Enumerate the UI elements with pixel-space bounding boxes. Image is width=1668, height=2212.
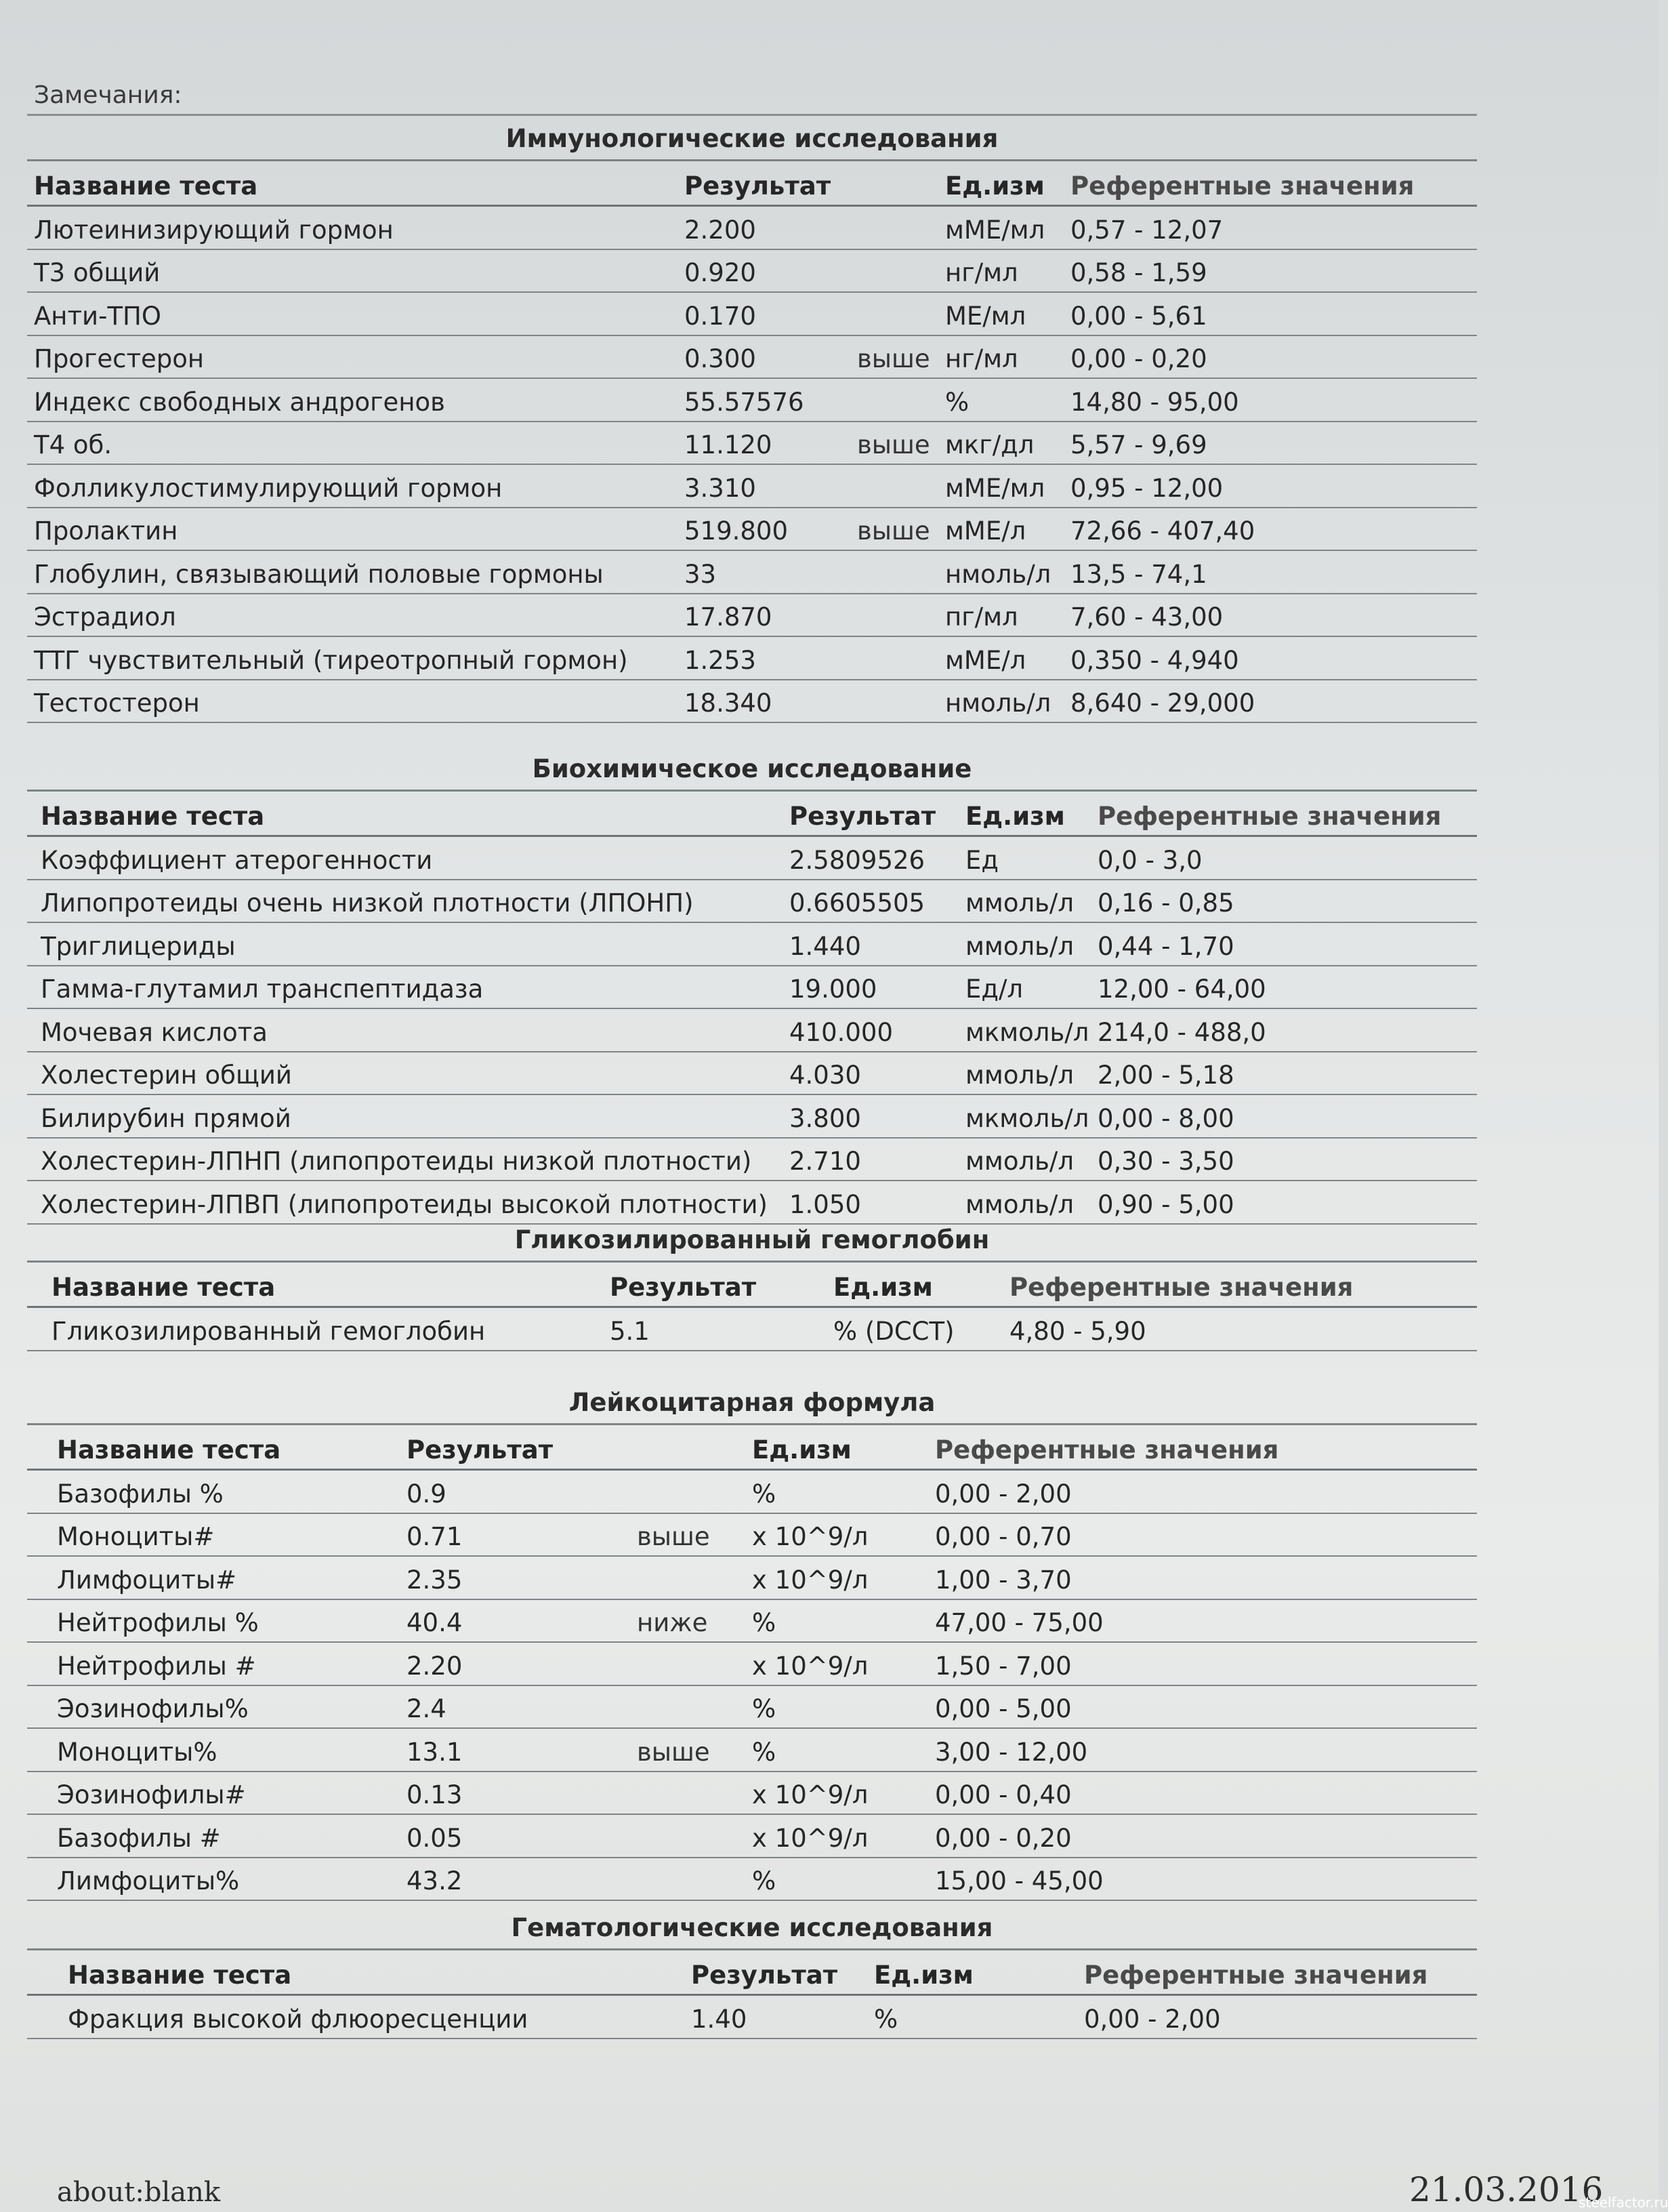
test-flag: выше [857, 516, 930, 546]
table-row [27, 465, 1477, 508]
column-header-name: Название теста [41, 802, 265, 831]
test-result: 19.000 [789, 975, 877, 1004]
test-reference: 0,00 - 2,00 [1084, 2004, 1221, 2034]
column-header-name: Название теста [34, 171, 258, 201]
test-result: 0.05 [406, 1823, 463, 1853]
test-result: 43.2 [406, 1866, 463, 1896]
column-header-ref: Референтные значения [1084, 1961, 1428, 1990]
column-header-unit: Ед.изм [752, 1435, 852, 1465]
test-result: 1.40 [691, 2004, 747, 2034]
test-result: 2.710 [789, 1147, 861, 1176]
test-name: Гамма-глутамил транспептидаза [41, 975, 484, 1004]
test-name: Глобулин, связывающий половые гормоны [34, 559, 604, 589]
watermark: steelfactor.ru [1579, 2194, 1668, 2211]
test-name: Анти-ТПО [34, 301, 161, 331]
test-reference: 15,00 - 45,00 [935, 1866, 1104, 1896]
test-name: Фракция высокой флюоресценции [68, 2004, 528, 2034]
section-title-text: Гликозилированный гемоглобин [514, 1225, 990, 1254]
table-row [27, 1557, 1477, 1600]
column-header-ref: Референтные значения [1098, 802, 1442, 831]
table-row [27, 422, 1477, 466]
table-row [27, 680, 1477, 724]
test-name: Пролактин [34, 516, 178, 546]
test-result: 519.800 [684, 516, 789, 546]
table-header-row [27, 1950, 1477, 1996]
test-reference: 0,57 - 12,07 [1070, 215, 1224, 245]
test-unit: % [874, 2004, 898, 2034]
test-reference: 47,00 - 75,00 [935, 1608, 1104, 1637]
test-name: Моноциты% [57, 1737, 217, 1767]
test-reference: 0,0 - 3,0 [1098, 845, 1203, 875]
test-name: Т3 общий [34, 258, 161, 287]
test-reference: 0,58 - 1,59 [1070, 258, 1207, 287]
table-row [27, 508, 1477, 552]
test-flag: выше [857, 430, 930, 459]
test-result: 1.050 [789, 1189, 861, 1219]
test-reference: 4,80 - 5,90 [1009, 1316, 1146, 1346]
test-unit: мМЕ/л [945, 645, 1026, 675]
test-name: Лютеинизирующий гормон [34, 215, 394, 245]
test-reference: 0,00 - 0,20 [935, 1823, 1072, 1853]
test-unit: мкмоль/л [965, 1017, 1089, 1047]
test-result: 2.20 [406, 1651, 463, 1681]
test-name: Лимфоциты% [57, 1866, 240, 1896]
column-header-name: Название теста [51, 1273, 276, 1302]
test-unit: мкмоль/л [965, 1103, 1089, 1133]
test-reference: 14,80 - 95,00 [1070, 387, 1239, 417]
column-header-unit: Ед.изм [833, 1273, 933, 1302]
test-reference: 0,95 - 12,00 [1070, 473, 1224, 503]
test-result: 2.5809526 [789, 845, 925, 875]
test-unit: x 10^9/л [752, 1780, 869, 1809]
footer-date: 21.03.2016 [1409, 2170, 1604, 2209]
test-name: Нейтрофилы % [57, 1608, 259, 1637]
column-header-ref: Референтные значения [935, 1435, 1279, 1465]
test-unit: % [752, 1737, 776, 1767]
column-header-result: Результат [789, 802, 936, 831]
test-unit: мМЕ/л [945, 516, 1026, 546]
table-row [27, 336, 1477, 380]
table-header-row [27, 1425, 1477, 1471]
test-name: Мочевая кислота [41, 1017, 268, 1047]
column-header-unit: Ед.изм [965, 802, 1065, 831]
section [27, 119, 1477, 723]
column-header-unit: Ед.изм [874, 1961, 974, 1990]
test-name: Липопротеиды очень низкой плотности (ЛПОНП) [41, 888, 694, 918]
test-name: Эстрадиол [34, 602, 176, 632]
test-result: 0.9 [406, 1479, 446, 1509]
test-name: Коэффициент атерогенности [41, 845, 433, 875]
table-row [27, 1052, 1477, 1096]
test-result: 2.35 [406, 1565, 463, 1595]
test-reference: 0,00 - 8,00 [1098, 1103, 1234, 1133]
table-row [27, 1514, 1477, 1557]
section-title-text: Биохимическое исследование [532, 754, 972, 783]
test-reference: 1,50 - 7,00 [935, 1651, 1072, 1681]
table-row [27, 1139, 1477, 1182]
test-name: Эозинофилы# [57, 1780, 246, 1809]
test-name: Прогестерон [34, 344, 205, 373]
column-header-unit: Ед.изм [945, 171, 1045, 201]
test-result: 18.340 [684, 689, 772, 718]
test-result: 0.71 [406, 1522, 463, 1551]
table-row [27, 966, 1477, 1010]
test-name: Базофилы % [57, 1479, 224, 1509]
test-unit: пг/мл [945, 602, 1018, 632]
test-reference: 0,16 - 0,85 [1098, 888, 1234, 918]
section-title-text: Иммунологические исследования [505, 124, 999, 153]
test-reference: 0,44 - 1,70 [1098, 931, 1234, 961]
section-title [27, 1908, 1477, 1950]
test-result: 0.920 [684, 258, 756, 287]
test-reference: 0,00 - 5,61 [1070, 301, 1207, 331]
test-reference: 0,30 - 3,50 [1098, 1147, 1234, 1176]
table-row [27, 837, 1477, 880]
section-title [27, 119, 1477, 161]
section-title-text: Лейкоцитарная формула [568, 1388, 936, 1417]
table-row [27, 923, 1477, 966]
column-header-result: Результат [406, 1435, 554, 1465]
test-unit: % [752, 1479, 776, 1509]
table-row [27, 1643, 1477, 1686]
table-row [27, 880, 1477, 924]
test-unit: ммоль/л [965, 1061, 1075, 1090]
test-reference: 214,0 - 488,0 [1098, 1017, 1266, 1047]
test-result: 410.000 [789, 1017, 894, 1047]
test-name: Тестостерон [34, 689, 200, 718]
test-name: Билирубин прямой [41, 1103, 291, 1133]
column-header-name: Название теста [68, 1961, 292, 1990]
test-result: 1.440 [789, 931, 861, 961]
test-result: 3.310 [684, 473, 756, 503]
test-name: Гликозилированный гемоглобин [51, 1316, 486, 1346]
test-unit: ммоль/л [965, 1147, 1075, 1176]
section-title [27, 1220, 1477, 1263]
table-row [27, 1308, 1477, 1351]
table-row [27, 1815, 1477, 1858]
section [27, 1220, 1477, 1351]
test-result: 2.200 [684, 215, 756, 245]
test-flag: ниже [637, 1608, 708, 1637]
section [27, 749, 1477, 1225]
column-header-result: Результат [610, 1273, 757, 1302]
test-unit: % [752, 1866, 776, 1896]
test-unit: ммоль/л [965, 1189, 1075, 1219]
test-unit: МЕ/мл [945, 301, 1026, 331]
table-row [27, 1686, 1477, 1729]
test-flag: выше [637, 1522, 710, 1551]
footer-url: about:blank [57, 2177, 221, 2208]
section [27, 1908, 1477, 2039]
section-title-text: Гематологические исследования [511, 1913, 993, 1942]
test-reference: 0,00 - 5,00 [935, 1694, 1072, 1723]
test-reference: 0,00 - 2,00 [935, 1479, 1072, 1509]
test-unit: мМЕ/мл [945, 215, 1045, 245]
test-result: 0.13 [406, 1780, 463, 1809]
test-unit: Ед/л [965, 975, 1024, 1004]
test-result: 1.253 [684, 645, 756, 675]
remarks-label: Замечания: [34, 81, 182, 109]
test-reference: 0,00 - 0,20 [1070, 344, 1207, 373]
test-result: 0.6605505 [789, 888, 925, 918]
column-header-name: Название теста [57, 1435, 281, 1465]
column-header-result: Результат [684, 171, 831, 201]
test-result: 5.1 [610, 1316, 650, 1346]
test-unit: нг/мл [945, 344, 1018, 373]
column-header-result: Результат [691, 1961, 838, 1990]
test-reference: 72,66 - 407,40 [1070, 516, 1255, 546]
test-name: Индекс свободных андрогенов [34, 387, 445, 417]
table-row [27, 637, 1477, 680]
column-header-ref: Референтные значения [1009, 1273, 1354, 1302]
test-result: 13.1 [406, 1737, 463, 1767]
column-header-ref: Референтные значения [1070, 171, 1415, 201]
test-result: 33 [684, 559, 717, 589]
table-row [27, 594, 1477, 638]
test-unit: ммоль/л [965, 888, 1075, 918]
test-unit: % (DCCT) [833, 1316, 955, 1346]
test-unit: % [752, 1608, 776, 1637]
table-row [27, 1181, 1477, 1225]
test-reference: 5,57 - 9,69 [1070, 430, 1207, 459]
table-row [27, 1009, 1477, 1052]
test-result: 11.120 [684, 430, 772, 459]
test-unit: нг/мл [945, 258, 1018, 287]
test-name: Т4 об. [34, 430, 112, 459]
table-row [27, 293, 1477, 336]
table-row [27, 1729, 1477, 1772]
table-row [27, 551, 1477, 594]
test-reference: 1,00 - 3,70 [935, 1565, 1072, 1595]
test-reference: 2,00 - 5,18 [1098, 1061, 1234, 1090]
divider [27, 114, 1477, 116]
test-reference: 3,00 - 12,00 [935, 1737, 1088, 1767]
test-name: Холестерин-ЛПВП (липопротеиды высокой плотности) [41, 1189, 768, 1219]
test-result: 55.57576 [684, 387, 804, 417]
test-reference: 0,00 - 0,40 [935, 1780, 1072, 1809]
test-unit: ммоль/л [965, 931, 1075, 961]
table-row [27, 1095, 1477, 1139]
test-result: 0.170 [684, 301, 756, 331]
test-unit: % [752, 1694, 776, 1723]
test-result: 3.800 [789, 1103, 861, 1133]
test-name: Базофилы # [57, 1823, 221, 1853]
test-result: 17.870 [684, 602, 772, 632]
section-title [27, 1382, 1477, 1425]
test-unit: % [945, 387, 969, 417]
test-name: Нейтрофилы # [57, 1651, 256, 1681]
test-reference: 0,90 - 5,00 [1098, 1189, 1234, 1219]
test-reference: 8,640 - 29,000 [1070, 689, 1255, 718]
test-reference: 0,00 - 0,70 [935, 1522, 1072, 1551]
section-title [27, 749, 1477, 792]
test-reference: 7,60 - 43,00 [1070, 602, 1224, 632]
test-reference: 13,5 - 74,1 [1070, 559, 1207, 589]
test-result: 0.300 [684, 344, 756, 373]
table-header-row [27, 1263, 1477, 1308]
test-unit: нмоль/л [945, 559, 1051, 589]
test-name: Эозинофилы% [57, 1694, 249, 1723]
test-unit: x 10^9/л [752, 1522, 869, 1551]
test-name: Фолликулостимулирующий гормон [34, 473, 503, 503]
test-name: Холестерин общий [41, 1061, 292, 1090]
test-unit: нмоль/л [945, 689, 1051, 718]
table-row [27, 1858, 1477, 1902]
test-result: 4.030 [789, 1061, 861, 1090]
test-name: Лимфоциты# [57, 1565, 237, 1595]
test-name: Триглицериды [41, 931, 236, 961]
section [27, 1382, 1477, 1901]
table-row [27, 1772, 1477, 1816]
test-unit: Ед [965, 845, 999, 875]
test-unit: мкг/дл [945, 430, 1035, 459]
test-flag: выше [637, 1737, 710, 1767]
test-unit: мМЕ/мл [945, 473, 1045, 503]
test-unit: x 10^9/л [752, 1823, 869, 1853]
test-result: 40.4 [406, 1608, 463, 1637]
table-header-row [27, 161, 1477, 207]
test-unit: x 10^9/л [752, 1651, 869, 1681]
test-name: Моноциты# [57, 1522, 215, 1551]
table-row [27, 1996, 1477, 2039]
test-name: ТТГ чувствительный (тиреотропный гормон) [34, 645, 628, 675]
test-reference: 0,350 - 4,940 [1070, 645, 1239, 675]
test-unit: x 10^9/л [752, 1565, 869, 1595]
table-row [27, 207, 1477, 250]
table-row [27, 1471, 1477, 1514]
table-row [27, 1600, 1477, 1643]
test-flag: выше [857, 344, 930, 373]
test-result: 2.4 [406, 1694, 446, 1723]
table-header-row [27, 792, 1477, 837]
table-row [27, 250, 1477, 293]
test-reference: 12,00 - 64,00 [1098, 975, 1266, 1004]
table-row [27, 379, 1477, 422]
test-name: Холестерин-ЛПНП (липопротеиды низкой плотности) [41, 1147, 752, 1176]
